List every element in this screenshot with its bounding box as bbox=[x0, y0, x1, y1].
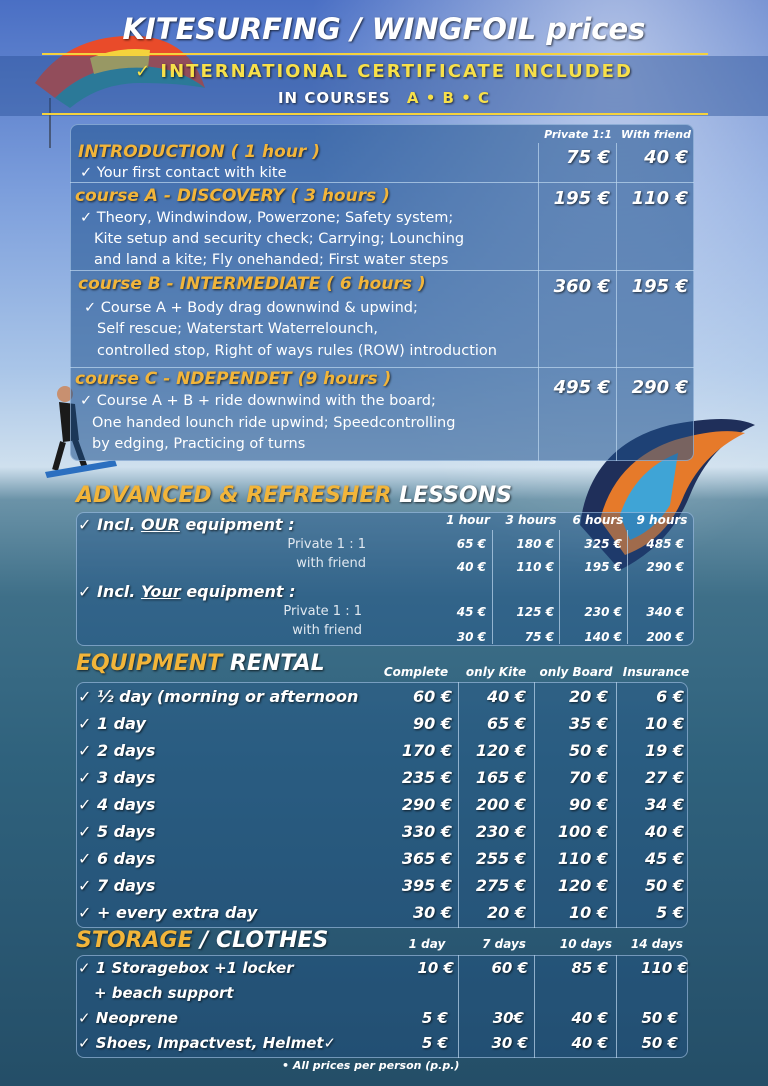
course-desc: One handed lounch ride upwind; Speedcontrolling bbox=[92, 415, 456, 431]
storage-col-header: 10 days bbox=[559, 937, 613, 951]
storage-price: 110 € bbox=[641, 959, 688, 977]
course-desc: Kite setup and security check; Carrying; Lounching bbox=[94, 231, 465, 247]
price-private: 360 € bbox=[553, 276, 610, 297]
price-private: 495 € bbox=[553, 377, 610, 398]
storage-price: 50 € bbox=[641, 1009, 678, 1027]
adv-price: 30 € bbox=[456, 630, 486, 644]
storage-col-header: 14 days bbox=[630, 937, 684, 951]
rental-price: 6 € bbox=[656, 687, 684, 706]
rental-price: 65 € bbox=[487, 714, 526, 733]
rental-row-label: ✓ 4 days bbox=[78, 795, 156, 814]
storage-title-a: STORAGE bbox=[76, 928, 193, 953]
storage-price: 30€ bbox=[492, 1009, 524, 1027]
rental-price: 120 € bbox=[475, 741, 526, 760]
rental-price: 90 € bbox=[569, 795, 608, 814]
storage-col-header: 1 day bbox=[408, 937, 446, 951]
rental-col-header: only Board bbox=[539, 665, 613, 679]
label-prefix: ✓ Incl. bbox=[78, 515, 136, 534]
courses-col-divider bbox=[538, 143, 539, 461]
course-title-b: course B - INTERMEDIATE ( 6 hours ) bbox=[78, 274, 426, 294]
storage-row-label: ✓ Neoprene bbox=[78, 1009, 178, 1027]
storage-price: 30 € bbox=[491, 1034, 528, 1052]
rental-price: 290 € bbox=[401, 795, 452, 814]
rental-price: 5 € bbox=[656, 903, 684, 922]
rental-price: 120 € bbox=[557, 876, 608, 895]
adv-price: 485 € bbox=[646, 537, 684, 551]
rental-price: 19 € bbox=[645, 741, 684, 760]
rental-price: 330 € bbox=[401, 822, 452, 841]
price-friend: 40 € bbox=[644, 147, 688, 168]
storage-col-divider bbox=[616, 955, 617, 1058]
rental-row-label: ✓ 5 days bbox=[78, 822, 156, 841]
adv-price: 340 € bbox=[646, 605, 684, 619]
advanced-title-b: LESSONS bbox=[399, 483, 512, 508]
private-label: Private 1 : 1 bbox=[283, 604, 362, 619]
rental-price: 100 € bbox=[557, 822, 608, 841]
adv-price: 290 € bbox=[646, 560, 684, 574]
rental-price: 255 € bbox=[475, 849, 526, 868]
storage-price: 40 € bbox=[571, 1009, 608, 1027]
adv-col-header: 1 hour bbox=[446, 513, 490, 527]
adv-price: 75 € bbox=[524, 630, 554, 644]
advanced-col-divider bbox=[627, 530, 628, 644]
adv-price: 65 € bbox=[456, 537, 486, 551]
storage-price: 50 € bbox=[641, 1034, 678, 1052]
rental-price: 230 € bbox=[475, 822, 526, 841]
rental-title-a: EQUIPMENT bbox=[76, 651, 223, 676]
course-desc: ✓ Course A + B + ride downwind with the board; bbox=[80, 393, 436, 409]
course-desc: ✓ Your first contact with kite bbox=[80, 165, 287, 181]
rental-price: 110 € bbox=[557, 849, 608, 868]
course-desc: and land a kite; Fly onehanded; First water steps bbox=[94, 252, 449, 268]
label-suffix: equipment : bbox=[185, 515, 295, 534]
storage-row-label: ✓ Shoes, Impactvest, Helmet✓ bbox=[78, 1034, 337, 1052]
rental-price: 10 € bbox=[645, 714, 684, 733]
courses-row-divider bbox=[70, 367, 694, 368]
rental-price: 35 € bbox=[569, 714, 608, 733]
rental-price: 40 € bbox=[645, 822, 684, 841]
advanced-title-a: ADVANCED & REFRESHER bbox=[76, 483, 392, 508]
course-title-a: course A - DISCOVERY ( 3 hours ) bbox=[75, 186, 390, 206]
rental-price: 27 € bbox=[645, 768, 684, 787]
adv-col-header: 9 hours bbox=[636, 513, 688, 527]
adv-col-header: 6 hours bbox=[572, 513, 624, 527]
rental-col-divider bbox=[534, 682, 535, 928]
adv-price: 40 € bbox=[456, 560, 486, 574]
rental-price: 50 € bbox=[645, 876, 684, 895]
adv-price: 230 € bbox=[584, 605, 622, 619]
rental-price: 395 € bbox=[401, 876, 452, 895]
price-private: 75 € bbox=[566, 147, 610, 168]
adv-price: 195 € bbox=[584, 560, 622, 574]
rental-price: 60 € bbox=[413, 687, 452, 706]
courses-col-divider bbox=[616, 143, 617, 461]
storage-price: 60 € bbox=[491, 959, 528, 977]
course-desc: by edging, Practicing of turns bbox=[92, 436, 306, 452]
rental-row-label: ✓ 7 days bbox=[78, 876, 156, 895]
footnote: • All prices per person (p.p.) bbox=[282, 1059, 460, 1072]
storage-row-label: ✓ 1 Storagebox +1 locker bbox=[78, 959, 294, 977]
storage-col-divider bbox=[458, 955, 459, 1058]
label-emphasis: OUR bbox=[140, 515, 180, 534]
course-desc: ✓ Course A + Body drag downwind & upwind; bbox=[84, 300, 418, 316]
label-emphasis: Your bbox=[140, 582, 181, 601]
rental-col-header: only Kite bbox=[465, 665, 527, 679]
rental-price: 275 € bbox=[475, 876, 526, 895]
rental-price: 10 € bbox=[569, 903, 608, 922]
rental-title-b: RENTAL bbox=[229, 651, 325, 676]
storage-title-b: / CLOTHES bbox=[200, 928, 329, 953]
course-levels: A • B • C bbox=[406, 89, 491, 107]
storage-price: 5 € bbox=[421, 1034, 448, 1052]
rental-row-label: ✓ 2 days bbox=[78, 741, 156, 760]
rental-price: 20 € bbox=[569, 687, 608, 706]
header-divider bbox=[42, 113, 708, 115]
your-equipment-label bbox=[78, 582, 296, 601]
course-title-intro: INTRODUCTION ( 1 hour ) bbox=[78, 142, 320, 162]
advanced-col-divider bbox=[492, 530, 493, 644]
rental-price: 235 € bbox=[401, 768, 452, 787]
rental-row-label: ✓ + every extra day bbox=[78, 903, 258, 922]
storage-price: 10 € bbox=[417, 959, 454, 977]
storage-price: 5 € bbox=[421, 1009, 448, 1027]
adv-price: 110 € bbox=[516, 560, 554, 574]
storage-col-divider bbox=[534, 955, 535, 1058]
storage-section-title bbox=[76, 928, 328, 953]
course-desc: Self rescue; Waterstart Waterrelounch, bbox=[97, 321, 379, 337]
storage-row-sublabel: + beach support bbox=[94, 984, 234, 1002]
col-header-private: Private 1:1 bbox=[544, 128, 612, 141]
rental-price: 20 € bbox=[487, 903, 526, 922]
rental-price: 70 € bbox=[569, 768, 608, 787]
in-courses-prefix: IN COURSES bbox=[277, 89, 391, 107]
rental-price: 365 € bbox=[401, 849, 452, 868]
rental-price: 30 € bbox=[413, 903, 452, 922]
rental-price: 90 € bbox=[413, 714, 452, 733]
certificate-line: ✓ INTERNATIONAL CERTIFICATE INCLUDED bbox=[135, 61, 633, 82]
advanced-section-title bbox=[76, 483, 512, 508]
price-friend: 110 € bbox=[631, 188, 688, 209]
page-title: KITESURFING / WINGFOIL prices bbox=[122, 12, 646, 46]
adv-col-header: 3 hours bbox=[505, 513, 557, 527]
rental-price: 45 € bbox=[645, 849, 684, 868]
rental-price: 50 € bbox=[569, 741, 608, 760]
storage-col-header: 7 days bbox=[482, 937, 526, 951]
adv-price: 200 € bbox=[646, 630, 684, 644]
price-friend: 195 € bbox=[631, 276, 688, 297]
col-header-friend: With friend bbox=[621, 128, 691, 141]
price-private: 195 € bbox=[553, 188, 610, 209]
course-desc: ✓ Theory, Windwindow, Powerzone; Safety system; bbox=[80, 210, 454, 226]
adv-price: 180 € bbox=[516, 537, 554, 551]
course-desc: controlled stop, Right of ways rules (ROW) introduction bbox=[97, 343, 497, 359]
advanced-col-divider bbox=[559, 530, 560, 644]
price-friend: 290 € bbox=[631, 377, 688, 398]
our-equipment-label bbox=[78, 515, 295, 534]
rental-col-header: Insurance bbox=[622, 665, 690, 679]
rental-price: 170 € bbox=[401, 741, 452, 760]
rental-col-header: Complete bbox=[383, 665, 449, 679]
label-prefix: ✓ Incl. bbox=[78, 582, 136, 601]
rental-col-divider bbox=[616, 682, 617, 928]
adv-price: 45 € bbox=[456, 605, 486, 619]
friend-label: with friend bbox=[292, 623, 362, 638]
private-label: Private 1 : 1 bbox=[287, 537, 366, 552]
friend-label: with friend bbox=[296, 556, 366, 571]
adv-price: 325 € bbox=[584, 537, 622, 551]
courses-line bbox=[0, 89, 768, 107]
label-suffix: equipment : bbox=[186, 582, 296, 601]
rental-price: 200 € bbox=[475, 795, 526, 814]
title-divider bbox=[42, 53, 708, 55]
rental-row-label: ✓ 6 days bbox=[78, 849, 156, 868]
adv-price: 140 € bbox=[584, 630, 622, 644]
rental-row-label: ✓ 1 day bbox=[78, 714, 146, 733]
rental-price: 165 € bbox=[475, 768, 526, 787]
rental-price: 40 € bbox=[487, 687, 526, 706]
storage-price: 40 € bbox=[571, 1034, 608, 1052]
rental-row-label: ✓ ½ day (morning or afternoon bbox=[78, 687, 359, 706]
rental-price: 34 € bbox=[645, 795, 684, 814]
course-title-c: course C - NDEPENDET (9 hours ) bbox=[75, 369, 392, 389]
storage-price: 85 € bbox=[571, 959, 608, 977]
rental-section-title bbox=[76, 651, 325, 676]
adv-price: 125 € bbox=[516, 605, 554, 619]
rental-col-divider bbox=[458, 682, 459, 928]
rental-row-label: ✓ 3 days bbox=[78, 768, 156, 787]
